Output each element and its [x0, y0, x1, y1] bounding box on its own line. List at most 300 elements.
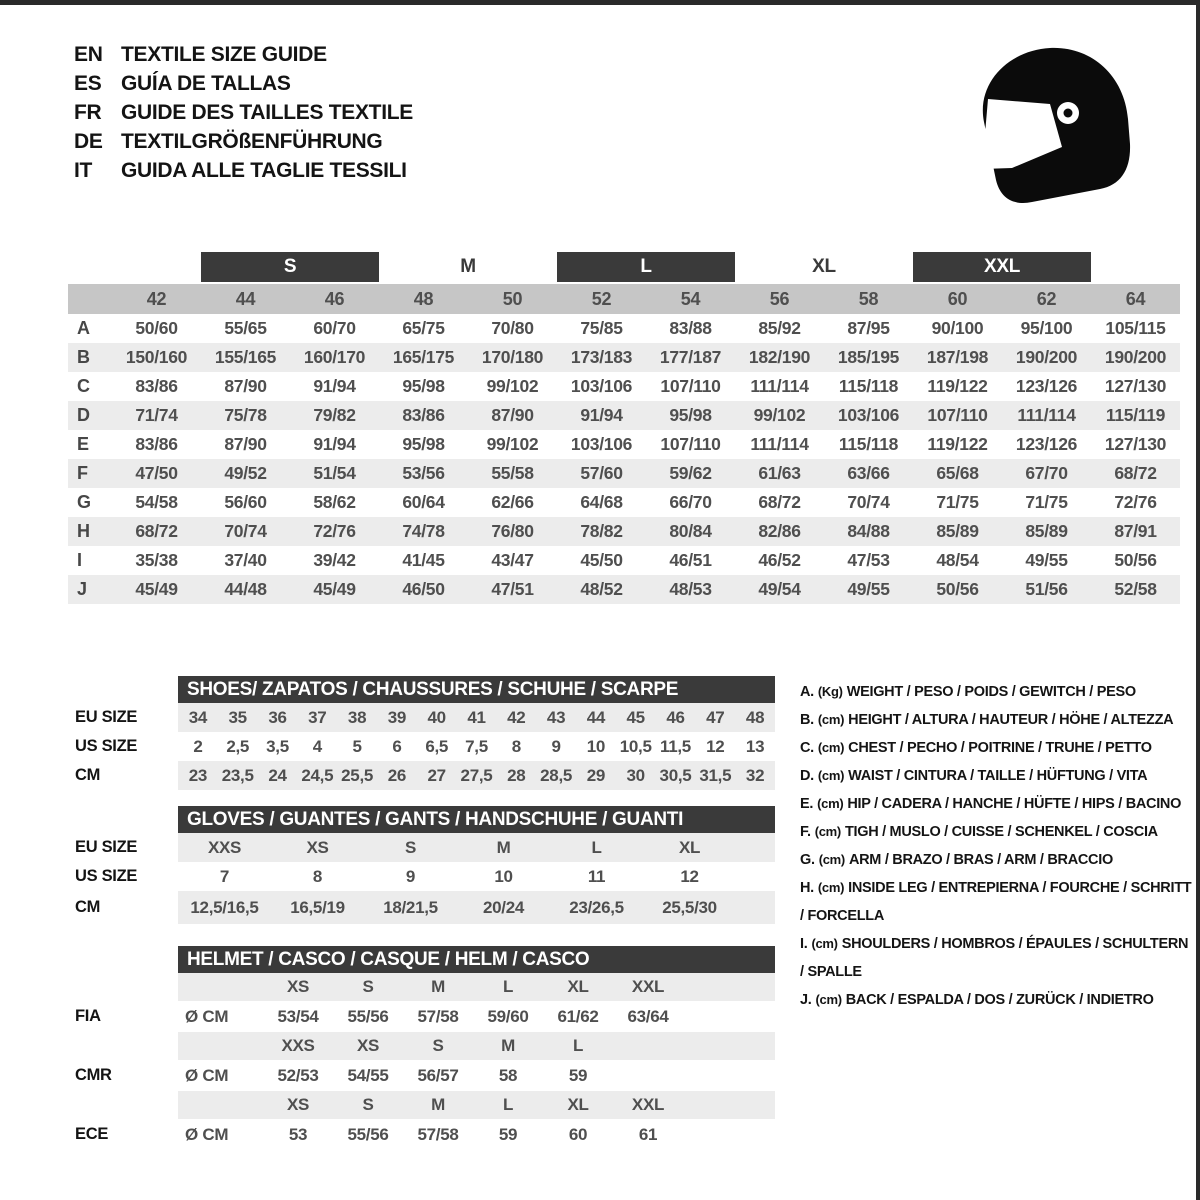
measure-value-cell: 87/91 — [1114, 521, 1157, 541]
measure-value-cell: 43/47 — [491, 550, 534, 570]
shoes-value-cell: 32 — [745, 765, 765, 785]
measure-value-cell: 71/74 — [135, 405, 178, 425]
measure-value-cell: 50/56 — [1114, 550, 1157, 570]
measure-value-cell: 155/165 — [214, 347, 277, 367]
shoes-value-cell: 24 — [268, 765, 287, 785]
measure-value-cell: 70/80 — [491, 318, 534, 338]
helmet-value-cell: 55/56 — [347, 1124, 389, 1144]
helmet-value-cell: XXL — [631, 1095, 665, 1114]
measure-value-cell: 50/56 — [936, 579, 979, 599]
measure-value-cell: 58/62 — [313, 492, 356, 512]
language-code: ES — [74, 72, 102, 95]
gloves-value-cell: L — [591, 837, 602, 857]
row-label: CMR — [75, 1066, 112, 1084]
legend-item — [800, 986, 1192, 1014]
row-label: EU SIZE — [75, 838, 138, 856]
measure-value-cell: 72/76 — [313, 521, 356, 541]
shoes-value-cell: 28,5 — [540, 765, 573, 785]
helmet-size-table — [178, 973, 775, 1150]
language-code: IT — [74, 159, 93, 182]
measure-value-cell: 65/75 — [402, 318, 445, 338]
shoes-row — [178, 732, 775, 761]
legend-item — [800, 734, 1192, 762]
legend-text: ARM / BRAZO / BRAS / ARM / BRACCIO — [848, 852, 1113, 868]
shoes-row — [178, 703, 775, 732]
measure-value-cell: 160/170 — [303, 347, 366, 367]
measure-value-cell: 107/110 — [927, 405, 988, 425]
measure-value-cell: 72/76 — [1114, 492, 1157, 512]
shoes-value-cell: 8 — [511, 736, 521, 756]
measure-value-cell: 177/187 — [659, 347, 722, 367]
measure-value-cell: 115/118 — [838, 434, 899, 454]
helmet-value-cell: 53/54 — [277, 1006, 319, 1026]
shoes-value-cell: 45 — [626, 707, 645, 727]
helmet-row — [178, 1119, 775, 1150]
shoes-section-header: SHOES/ ZAPATOS / CHAUSSURES / SCHUHE / SCARPE — [178, 676, 775, 703]
gloves-row — [178, 833, 775, 862]
legend-text: SHOULDERS / HOMBROS / ÉPAULES / SCHULTERN / SPALLE — [800, 936, 1189, 980]
measure-value-cell: 119/122 — [927, 376, 988, 396]
shoes-value-cell: 29 — [586, 765, 606, 785]
size-strip-value: 56 — [769, 289, 790, 309]
legend-item — [800, 678, 1192, 706]
measure-row-letter: I — [77, 550, 82, 570]
measure-value-cell: 70/74 — [224, 521, 267, 541]
measure-value-cell: 165/175 — [392, 347, 455, 367]
measure-value-cell: 190/200 — [1015, 347, 1078, 367]
measure-value-cell: 99/102 — [486, 376, 539, 396]
measure-value-cell: 60/70 — [313, 318, 356, 338]
gloves-value-cell: 23/26,5 — [569, 897, 624, 917]
measure-value-cell: 56/60 — [224, 492, 267, 512]
shoes-value-cell: 44 — [586, 707, 606, 727]
helmet-value-cell: S — [362, 1095, 374, 1114]
size-strip-value: 46 — [324, 289, 345, 309]
measure-value-cell: 46/51 — [669, 550, 712, 570]
shoes-value-cell: 23,5 — [221, 765, 254, 785]
filler-cell — [736, 862, 775, 891]
measure-value-cell: 107/110 — [660, 376, 721, 396]
legend-item — [800, 706, 1192, 734]
legend-key: D. — [800, 768, 814, 784]
helmet-value-cell: 53 — [288, 1124, 308, 1144]
measure-value-cell: 123/126 — [1015, 376, 1078, 396]
helmet-value-cell: 59/60 — [487, 1006, 529, 1026]
legend-key: C. — [800, 740, 814, 756]
language-row — [74, 40, 413, 69]
measure-value-cell: 83/86 — [135, 376, 178, 396]
measure-value-cell: 53/56 — [402, 463, 445, 483]
shoes-value-cell: 34 — [188, 707, 208, 727]
shoes-value-cell: 11,5 — [660, 736, 691, 756]
gloves-value-cell: XL — [678, 837, 701, 857]
language-code: DE — [74, 130, 103, 153]
legend-item — [800, 846, 1192, 874]
language-code: EN — [74, 43, 103, 66]
measure-row-letter: E — [77, 434, 89, 454]
gloves-value-cell: 20/24 — [482, 897, 525, 917]
shoes-value-cell: 38 — [347, 707, 367, 727]
measure-value-cell: 105/115 — [1105, 318, 1166, 338]
shoes-value-cell: 4 — [312, 736, 322, 756]
shoes-row — [178, 761, 775, 790]
gloves-size-table — [178, 833, 775, 924]
shoes-value-cell: 6,5 — [425, 736, 449, 756]
legend-unit: (Kg) — [817, 684, 843, 699]
helmet-value-cell: XS — [356, 1036, 380, 1055]
gloves-value-cell: M — [496, 837, 511, 857]
measure-value-cell: 70/74 — [847, 492, 890, 512]
shoes-value-cell: 9 — [551, 736, 561, 756]
measure-value-cell: 103/106 — [837, 405, 900, 425]
shoes-value-cell: 7,5 — [465, 736, 488, 756]
legend-item — [800, 790, 1192, 818]
helmet-value-cell: L — [502, 977, 514, 996]
legend-item — [800, 818, 1192, 846]
helmet-value-cell: 52/53 — [277, 1065, 319, 1085]
size-group-xxl: XXL — [913, 252, 1091, 282]
helmet-value-cell: 54/55 — [347, 1065, 389, 1085]
helmet-row — [178, 1091, 775, 1119]
measure-value-cell: 115/119 — [1105, 405, 1166, 425]
helmet-unit-cell: Ø CM — [185, 1124, 229, 1144]
measure-value-cell: 71/75 — [936, 492, 979, 512]
shoes-value-cell: 30,5 — [659, 765, 692, 785]
measure-value-cell: 71/75 — [1025, 492, 1068, 512]
measure-value-cell: 47/50 — [135, 463, 178, 483]
measure-value-cell: 68/72 — [135, 521, 178, 541]
shoes-value-cell: 2,5 — [226, 736, 250, 756]
language-label: GUIDE DES TAILLES TEXTILE — [121, 101, 413, 124]
measure-value-cell: 45/50 — [580, 550, 623, 570]
measure-value-cell: 127/130 — [1104, 434, 1167, 454]
language-label: GUIDA ALLE TAGLIE TESSILI — [121, 159, 407, 182]
helmet-row — [178, 1001, 775, 1032]
gloves-value-cell: 12 — [680, 866, 699, 886]
helmet-value-cell: 55/56 — [347, 1006, 389, 1026]
filler-cell — [683, 973, 775, 1001]
shoes-value-cell: 10 — [586, 736, 606, 756]
legend-unit: (cm) — [817, 796, 844, 811]
filler-cell — [736, 833, 775, 862]
measure-value-cell: 95/98 — [402, 434, 445, 454]
measure-value-cell: 150/160 — [125, 347, 188, 367]
measure-value-cell: 48/54 — [936, 550, 979, 570]
racing-helmet-icon — [980, 44, 1132, 212]
measure-value-cell: 90/100 — [931, 318, 984, 338]
measure-value-cell: 95/98 — [402, 376, 445, 396]
row-label: US SIZE — [75, 737, 138, 755]
size-strip-value: 54 — [680, 289, 701, 309]
measure-value-cell: 59/62 — [669, 463, 712, 483]
legend-text: TIGH / MUSLO / CUISSE / SCHENKEL / COSCIA — [844, 824, 1158, 840]
legend-unit: (cm) — [814, 824, 841, 839]
measure-row-letter: J — [77, 579, 87, 599]
measure-value-cell: 62/66 — [491, 492, 534, 512]
measure-value-cell: 78/82 — [580, 521, 623, 541]
measure-value-cell: 45/49 — [313, 579, 356, 599]
measure-value-cell: 182/190 — [748, 347, 811, 367]
legend-text: INSIDE LEG / ENTREPIERNA / FOURCHE / SCHRITT / FORCELLA — [800, 880, 1192, 924]
helmet-value-cell: M — [431, 977, 445, 996]
gloves-value-cell: 10 — [494, 866, 513, 886]
measure-value-cell: 55/58 — [491, 463, 534, 483]
helmet-section-header: HELMET / CASCO / CASQUE / HELM / CASCO — [178, 946, 775, 973]
shoes-value-cell: 28 — [507, 765, 526, 785]
legend-unit: (cm) — [817, 768, 845, 783]
gloves-value-cell: 18/21,5 — [383, 897, 438, 917]
legend-key: B. — [800, 712, 814, 728]
legend-unit: (cm) — [817, 880, 845, 895]
shoes-value-cell: 3,5 — [266, 736, 289, 756]
helmet-value-cell: M — [431, 1095, 445, 1114]
helmet-value-cell: XS — [286, 1095, 310, 1114]
language-label: GUÍA DE TALLAS — [121, 72, 291, 95]
size-strip-value: 64 — [1125, 289, 1146, 309]
measure-value-cell: 64/68 — [580, 492, 623, 512]
filler-cell — [683, 1032, 775, 1060]
legend-key: J. — [800, 992, 812, 1008]
measure-value-cell: 54/58 — [135, 492, 178, 512]
measure-value-cell: 82/86 — [758, 521, 801, 541]
measure-value-cell: 190/200 — [1104, 347, 1167, 367]
measure-value-cell: 123/126 — [1015, 434, 1078, 454]
gloves-row — [178, 891, 775, 924]
gloves-value-cell: XS — [306, 837, 329, 857]
measure-value-cell: 85/92 — [758, 318, 801, 338]
helmet-value-cell: 60 — [568, 1124, 588, 1144]
measurement-legend — [800, 678, 1192, 1014]
legend-text: HIP / CADERA / HANCHE / HÜFTE / HIPS / BACINO — [847, 796, 1182, 812]
shoes-value-cell: 43 — [546, 707, 566, 727]
measure-value-cell: 63/66 — [847, 463, 890, 483]
measure-value-cell: 87/95 — [847, 318, 890, 338]
gloves-section-header: GLOVES / GUANTES / GANTS / HANDSCHUHE / GUANTI — [178, 806, 775, 833]
shoes-value-cell: 12 — [706, 736, 725, 756]
language-row — [74, 98, 413, 127]
shoes-value-cell: 42 — [507, 707, 526, 727]
gloves-value-cell: 7 — [219, 866, 230, 886]
measure-value-cell: 99/102 — [753, 405, 806, 425]
helmet-value-cell: L — [572, 1036, 584, 1055]
size-group-xl: XL — [812, 256, 836, 277]
helmet-value-cell: 59 — [498, 1124, 518, 1144]
measure-value-cell: 87/90 — [491, 405, 534, 425]
legend-key: F. — [800, 824, 811, 840]
legend-text: WAIST / CINTURA / TAILLE / HÜFTUNG / VITA — [848, 768, 1148, 784]
language-label: TEXTILGRÖßENFÜHRUNG — [121, 130, 383, 153]
helmet-value-cell: M — [501, 1036, 515, 1055]
legend-item — [800, 874, 1192, 930]
measure-row-letter: G — [77, 492, 91, 512]
measure-value-cell: 91/94 — [313, 376, 356, 396]
measure-value-cell: 52/58 — [1114, 579, 1157, 599]
row-label: CM — [75, 898, 101, 916]
helmet-value-cell: 61/62 — [557, 1006, 599, 1026]
shoes-value-cell: 30 — [626, 765, 645, 785]
language-title-list — [74, 40, 413, 185]
shoes-value-cell: 47 — [706, 707, 725, 727]
language-row — [74, 127, 413, 156]
legend-key: A. — [800, 684, 814, 700]
language-row — [74, 156, 413, 185]
measure-value-cell: 39/42 — [313, 550, 356, 570]
shoes-value-cell: 48 — [745, 707, 765, 727]
measure-value-cell: 95/100 — [1020, 318, 1073, 338]
gloves-value-cell: 12,5/16,5 — [190, 897, 259, 917]
measure-value-cell: 76/80 — [491, 521, 534, 541]
shoes-value-cell: 10,5 — [619, 736, 652, 756]
shoes-value-cell: 5 — [352, 736, 362, 756]
helmet-value-cell: XXL — [631, 977, 665, 996]
measure-value-cell: 83/86 — [135, 434, 178, 454]
row-label: ECE — [75, 1125, 109, 1143]
size-strip-value: 48 — [413, 289, 434, 309]
shoes-value-cell: 39 — [387, 707, 407, 727]
size-strip-value: 50 — [502, 289, 523, 309]
gloves-row — [178, 862, 775, 891]
gloves-value-cell: 8 — [312, 866, 323, 886]
measure-value-cell: 107/110 — [660, 434, 721, 454]
measure-value-cell: 51/54 — [313, 463, 356, 483]
measure-value-cell: 41/45 — [402, 550, 445, 570]
measure-value-cell: 65/68 — [936, 463, 979, 483]
shoes-value-cell: 31,5 — [699, 765, 732, 785]
shoes-value-cell: 24,5 — [301, 765, 334, 785]
helmet-row — [178, 973, 775, 1001]
measure-value-cell: 83/86 — [402, 405, 445, 425]
measure-value-cell: 85/89 — [1025, 521, 1068, 541]
legend-text: WEIGHT / PESO / POIDS / GEWITCH / PESO — [846, 684, 1136, 700]
measure-value-cell: 50/60 — [135, 318, 178, 338]
helmet-unit-cell: Ø CM — [185, 1065, 229, 1085]
legend-text: CHEST / PECHO / POITRINE / TRUHE / PETTO — [848, 740, 1152, 756]
measure-value-cell: 187/198 — [926, 347, 989, 367]
gloves-value-cell: 9 — [405, 866, 416, 886]
measure-value-cell: 85/89 — [936, 521, 979, 541]
measure-row-letter: D — [77, 405, 90, 425]
helmet-value-cell: XL — [567, 977, 589, 996]
helmet-value-cell: 59 — [568, 1065, 588, 1085]
size-strip-value: 58 — [858, 289, 879, 309]
measure-value-cell: 170/180 — [481, 347, 544, 367]
measure-value-cell: 91/94 — [580, 405, 623, 425]
measure-value-cell: 35/38 — [135, 550, 178, 570]
legend-text: BACK / ESPALDA / DOS / ZURÜCK / INDIETRO — [845, 992, 1154, 1008]
measure-value-cell: 111/114 — [750, 434, 809, 454]
filler-cell — [683, 1001, 775, 1032]
size-strip-value: 52 — [591, 289, 612, 309]
measure-value-cell: 79/82 — [313, 405, 356, 425]
legend-unit: (cm) — [811, 936, 838, 951]
shoes-value-cell: 46 — [666, 707, 685, 727]
filler-cell — [683, 1091, 775, 1119]
measure-value-cell: 119/122 — [927, 434, 988, 454]
shoes-value-cell: 23 — [188, 765, 208, 785]
size-strip-value: 42 — [146, 289, 167, 309]
right-edge-line — [1196, 0, 1200, 1200]
measure-value-cell: 57/60 — [580, 463, 623, 483]
shoes-value-cell: 13 — [745, 736, 765, 756]
helmet-value-cell: XS — [286, 977, 310, 996]
helmet-value-cell: XL — [567, 1095, 589, 1114]
language-label: TEXTILE SIZE GUIDE — [121, 43, 327, 66]
legend-key: E. — [800, 796, 814, 812]
shoes-value-cell: 25,5 — [341, 765, 374, 785]
measure-row-letter: H — [77, 521, 90, 541]
measure-value-cell: 49/55 — [847, 579, 890, 599]
legend-key: G. — [800, 852, 815, 868]
row-label: US SIZE — [75, 867, 138, 885]
measure-value-cell: 103/106 — [570, 376, 633, 396]
measure-value-cell: 67/70 — [1025, 463, 1068, 483]
measure-value-cell: 66/70 — [669, 492, 712, 512]
shoes-value-cell: 41 — [467, 707, 486, 727]
size-group-s: S — [201, 252, 379, 282]
gloves-value-cell: 11 — [587, 866, 606, 886]
measure-value-cell: 68/72 — [1114, 463, 1157, 483]
measure-row-letter: F — [77, 463, 88, 483]
row-label: CM — [75, 766, 101, 784]
textile-size-table — [68, 252, 1180, 604]
legend-unit: (cm) — [818, 852, 845, 867]
measure-row-letter: C — [77, 376, 90, 396]
measure-value-cell: 80/84 — [669, 521, 712, 541]
measure-value-cell: 55/65 — [224, 318, 267, 338]
shoes-value-cell: 2 — [193, 736, 203, 756]
language-row — [74, 69, 413, 98]
helmet-row — [178, 1032, 775, 1060]
measure-value-cell: 74/78 — [402, 521, 445, 541]
measure-value-cell: 173/183 — [570, 347, 633, 367]
legend-key: H. — [800, 880, 814, 896]
measure-value-cell: 44/48 — [224, 579, 267, 599]
gloves-value-cell: 16,5/19 — [290, 897, 345, 917]
helmet-value-cell: 63/64 — [627, 1006, 669, 1026]
visor-pivot-dot — [1064, 109, 1073, 118]
measure-value-cell: 87/90 — [224, 434, 267, 454]
measure-value-cell: 95/98 — [669, 405, 712, 425]
shoes-value-cell: 36 — [268, 707, 287, 727]
measure-value-cell: 48/53 — [669, 579, 712, 599]
measure-value-cell: 75/78 — [224, 405, 267, 425]
size-group-l: L — [557, 252, 735, 282]
shoes-value-cell: 6 — [392, 736, 402, 756]
top-edge-line — [0, 0, 1200, 5]
shoes-value-cell: 27,5 — [460, 765, 493, 785]
legend-unit: (cm) — [817, 712, 845, 727]
measure-value-cell: 61/63 — [758, 463, 801, 483]
shoes-value-cell: 35 — [228, 707, 247, 727]
measure-value-cell: 83/88 — [669, 318, 712, 338]
measure-value-cell: 103/106 — [570, 434, 633, 454]
shoes-value-cell: 40 — [427, 707, 446, 727]
language-code: FR — [74, 101, 102, 124]
legend-key: I. — [800, 936, 808, 952]
measure-value-cell: 111/114 — [750, 376, 809, 396]
measure-value-cell: 46/52 — [758, 550, 801, 570]
size-strip-value: 62 — [1036, 289, 1057, 309]
helmet-value-cell: 61 — [638, 1124, 658, 1144]
gloves-value-cell: S — [404, 837, 417, 857]
filler-cell — [736, 891, 775, 924]
gloves-value-cell: XXS — [207, 837, 242, 857]
helmet-value-cell: XXS — [281, 1036, 315, 1055]
legend-item — [800, 762, 1192, 790]
measure-value-cell: 185/195 — [837, 347, 900, 367]
helmet-value-cell: 56/57 — [417, 1065, 459, 1085]
helmet-value-cell: S — [362, 977, 374, 996]
